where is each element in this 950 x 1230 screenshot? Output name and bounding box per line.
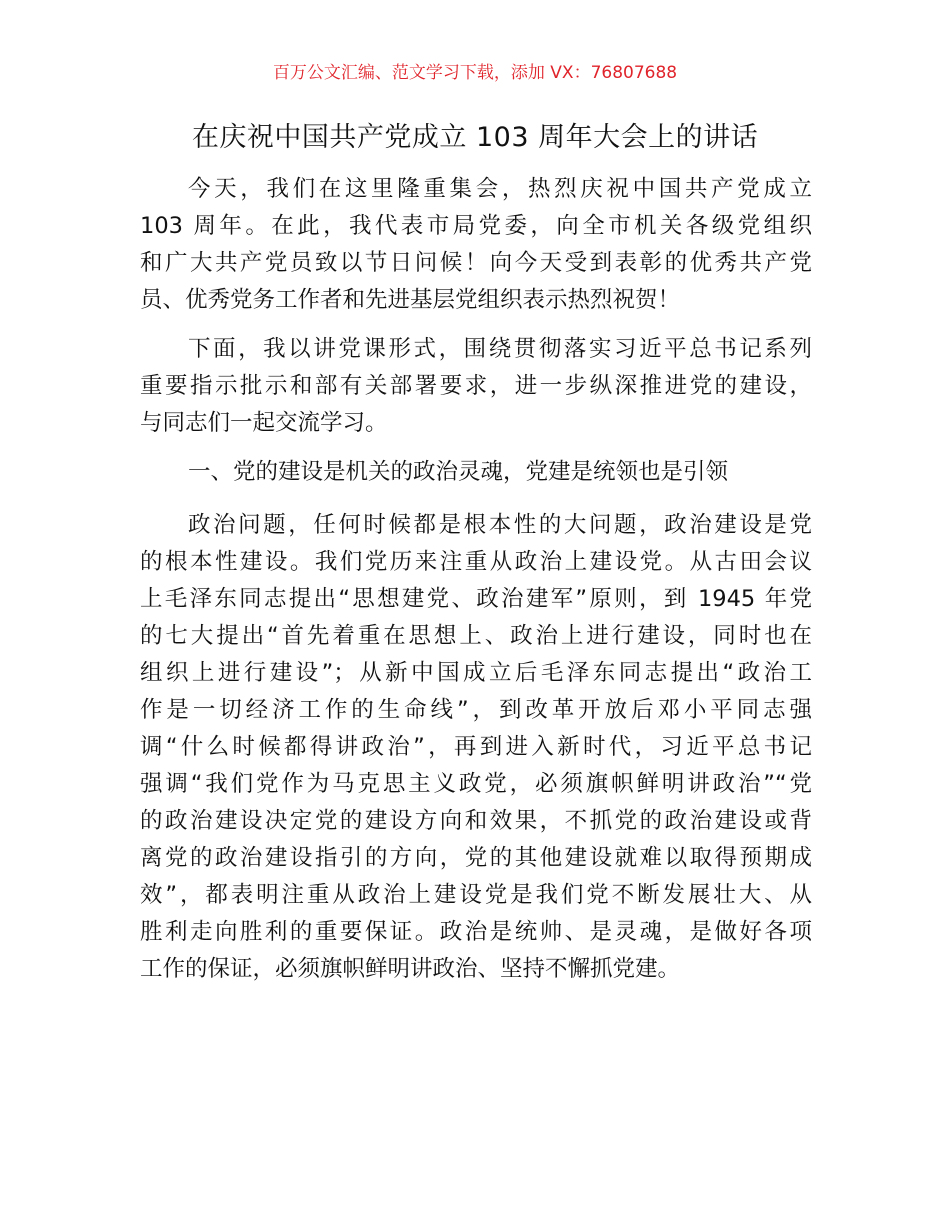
text-line: 调“什么时候都得讲政治”，再到进入新时代，习近平总书记 — [140, 734, 812, 760]
paragraph-politics — [140, 507, 812, 988]
text-line: 员、优秀党务工作者和先进基层党组织表示热烈祝贺！ — [140, 287, 681, 313]
paragraph-greeting — [140, 171, 812, 319]
watermark-header: 百万公文汇编、范文学习下载，添加 VX：76807688 — [272, 63, 678, 83]
text-line: 强调“我们党作为马克思主义政党，必须旗帜鲜明讲政治”“党 — [140, 771, 812, 797]
text-line: 与同志们一起交流学习。 — [140, 410, 388, 436]
text-line: 政治问题，任何时候都是根本性的大问题，政治建设是党 — [188, 512, 812, 538]
document-title: 在庆祝中国共产党成立 103 周年大会上的讲话 — [191, 122, 759, 153]
text-line: 离党的政治建设指引的方向，党的其他建设就难以取得预期成 — [140, 845, 812, 871]
text-line: 的根本性建设。我们党历来注重从政治上建设党。从古田会议 — [140, 549, 812, 575]
text-line: 今天，我们在这里隆重集会，热烈庆祝中国共产党成立 — [188, 176, 812, 202]
text-line: 组织上进行建设”；从新中国成立后毛泽东同志提出“政治工 — [140, 660, 812, 686]
section-heading — [140, 454, 812, 491]
text-line: 一、党的建设是机关的政治灵魂，党建是统领也是引领 — [188, 459, 729, 485]
paragraph-intro — [140, 331, 812, 442]
text-line: 和广大共产党员致以节日问候！向今天受到表彰的优秀共产党 — [140, 250, 812, 276]
text-line: 下面，我以讲党课形式，围绕贯彻落实习近平总书记系列 — [188, 336, 812, 362]
text-line: 工作的保证，必须旗帜鲜明讲政治、坚持不懈抓党建。 — [140, 956, 681, 982]
text-line: 作是一切经济工作的生命线”，到改革开放后邓小平同志强 — [140, 697, 812, 723]
text-line: 胜利走向胜利的重要保证。政治是统帅、是灵魂，是做好各项 — [140, 919, 812, 945]
text-line: 的七大提出“首先着重在思想上、政治上进行建设，同时也在 — [140, 623, 812, 649]
text-line: 的政治建设决定党的建设方向和效果，不抓党的政治建设或背 — [140, 808, 812, 834]
text-line: 效”，都表明注重从政治上建设党是我们党不断发展壮大、从 — [140, 882, 812, 908]
text-line: 103 周年。在此，我代表市局党委，向全市机关各级党组织 — [140, 213, 812, 239]
document-body — [140, 171, 812, 988]
text-line: 上毛泽东同志提出“思想建党、政治建军”原则，到 1945 年党 — [140, 586, 812, 612]
text-line: 重要指示批示和部有关部署要求，进一步纵深推进党的建设， — [140, 373, 812, 399]
